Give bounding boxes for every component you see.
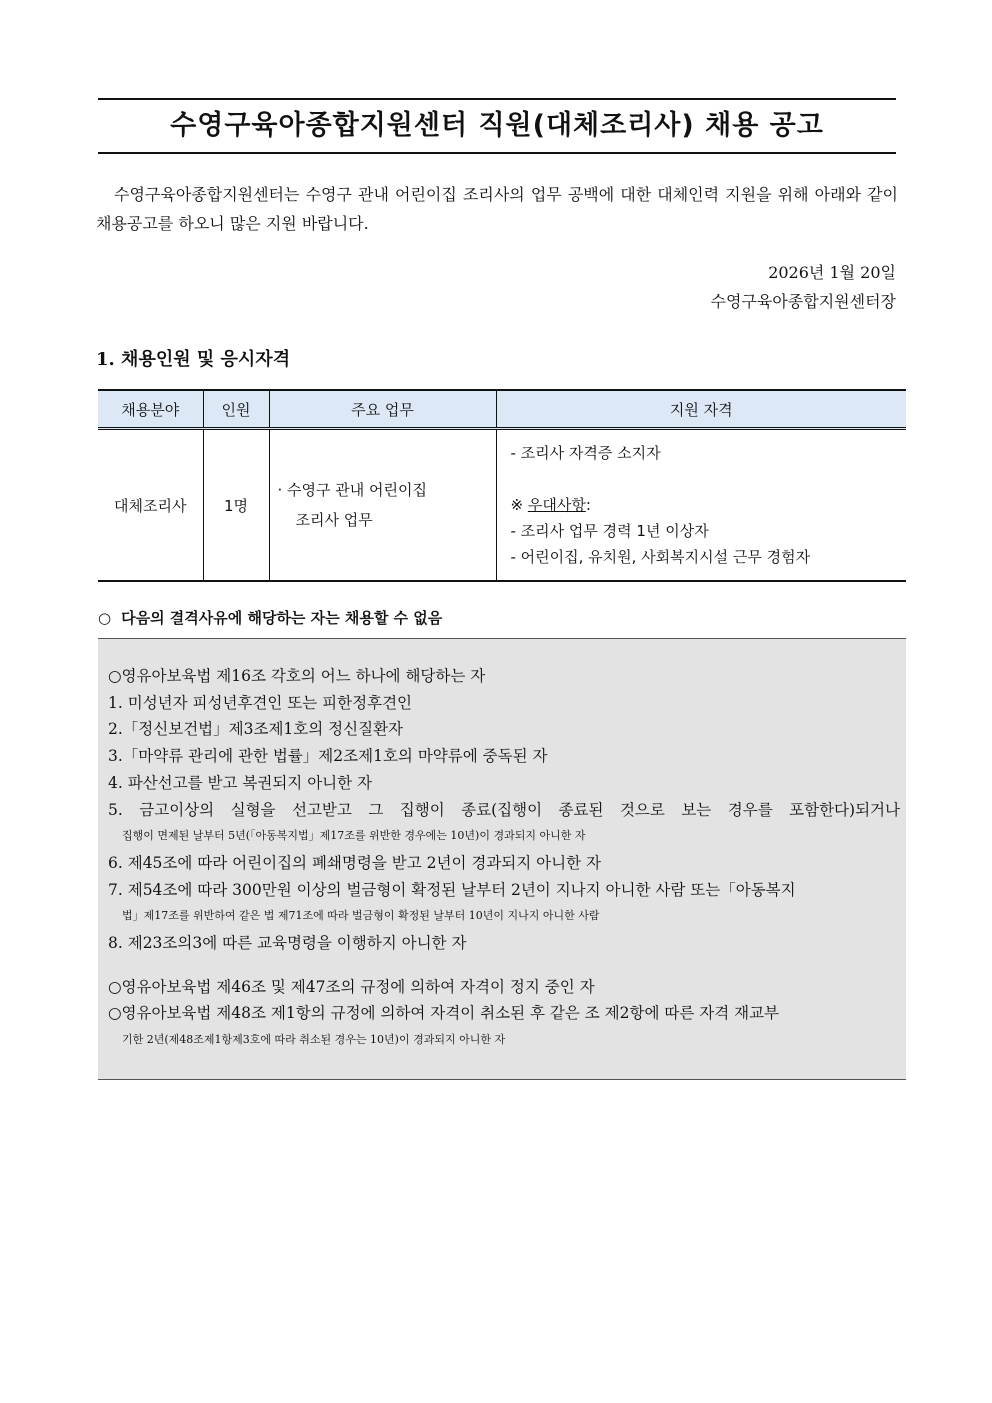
header-qualification: 지원 자격 [496, 390, 906, 429]
list-item-continuation: 법」제17조를 위반하여 같은 법 제71조에 따라 벌금형이 확정된 날부터 10년이 지나지 아니한 사람 [122, 909, 600, 923]
recruitment-table [98, 389, 906, 582]
disqualification-bullet: ○ [98, 609, 112, 627]
intro-text: 수영구육아종합지원센터는 수영구 관내 어린이집 조리사의 업무 공백에 대한 대체인력 지원을 위해 아래와 같이 채용공고를 하오니 많은 지원 바랍니다. [96, 185, 898, 233]
cell-field: 대체조리사 [98, 429, 203, 582]
notice-signer: 수영구육아종합지원센터장 [710, 292, 896, 311]
list-item: 6. 제45조에 따라 어린이집의 폐쇄명령을 받고 2년이 경과되지 아니한 자 [108, 853, 601, 872]
preferred-colon: : [585, 496, 591, 514]
table-header-row [98, 390, 906, 429]
cell-count: 1명 [203, 429, 269, 582]
list-item: 4. 파산선고를 받고 복권되지 아니한 자 [108, 773, 373, 792]
header-count: 인원 [203, 390, 269, 429]
list-item: 2.「정신보건법」제3조제1호의 정신질환자 [108, 720, 404, 739]
list-item-continuation: 기한 2년(제48조제1항제3호에 따라 취소된 경우는 10년)이 경과되지 아니한 자 [122, 1033, 506, 1047]
qual-required: - 조리사 자격증 소지자 [510, 444, 661, 462]
preferred-heading [511, 492, 907, 518]
preferred-item-2: - 어린이집, 유치원, 사회복지시설 근무 경험자 [510, 548, 811, 566]
list-item: ○영유아보육법 제16조 각호의 어느 하나에 해당하는 자 [108, 667, 486, 685]
page-title: 수영구육아종합지원센터 직원(대체조리사) 채용 공고 [170, 110, 824, 141]
recruitment-table-wrap [98, 389, 906, 582]
title-top-rule [98, 98, 896, 100]
duty-line-2: 조리사 업무 [295, 511, 373, 529]
table-row [98, 429, 906, 582]
list-item: 7. 제54조에 따라 300만원 이상의 벌금형이 확정된 날부터 2년이 지나지 아니한 사람 또는「아동복지 [108, 880, 796, 899]
list-item: ○영유아보육법 제48조 제1항의 규정에 의하여 자격이 취소된 후 같은 조 제2항에 따른 자격 재교부 [108, 1004, 780, 1023]
list-item: ○영유아보육법 제46조 및 제47조의 규정에 의하여 자격이 정지 중인 자 [108, 977, 595, 996]
intro-paragraph [96, 180, 898, 238]
duty-line-1: · 수영구 관내 어린이집 [277, 481, 427, 499]
list-item: 1. 미성년자 피성년후견인 또는 피한정후견인 [108, 693, 413, 712]
list-item: 5. 금고이상의 실형을 선고받고 그 집행이 종료(집행이 종료된 것으로 보는 경우를 포함한다)되거나 [108, 800, 900, 819]
list-item: 8. 제23조의3에 따른 교육명령을 이행하지 아니한 자 [108, 934, 467, 953]
disqualification-heading-text: 다음의 결격사유에 해당하는 자는 채용할 수 없음 [121, 609, 443, 627]
preferred-mark: ※ [510, 496, 524, 514]
list-item-continuation: 집행이 면제된 날부터 5년(「아동복지법」제17조를 위반한 경우에는 10년)이 경과되지 아니한 자 [122, 829, 586, 843]
header-duty: 주요 업무 [269, 390, 496, 429]
notice-date: 2026년 1월 20일 [768, 263, 896, 282]
cell-duty [269, 429, 496, 582]
disqualification-heading [98, 607, 442, 628]
preferred-label: 우대사항 [527, 496, 586, 514]
list-item: 3.「마약류 관리에 관한 법률」제2조제1호의 마약류에 중독된 자 [108, 747, 548, 766]
header-field: 채용분야 [98, 390, 203, 429]
section-heading-recruitment: 1. 채용인원 및 응시자격 [96, 349, 291, 370]
preferred-item-1: - 조리사 업무 경력 1년 이상자 [510, 522, 709, 540]
title-bottom-rule [98, 152, 896, 154]
cell-qualification [496, 429, 906, 582]
disqualification-list [108, 663, 900, 1054]
